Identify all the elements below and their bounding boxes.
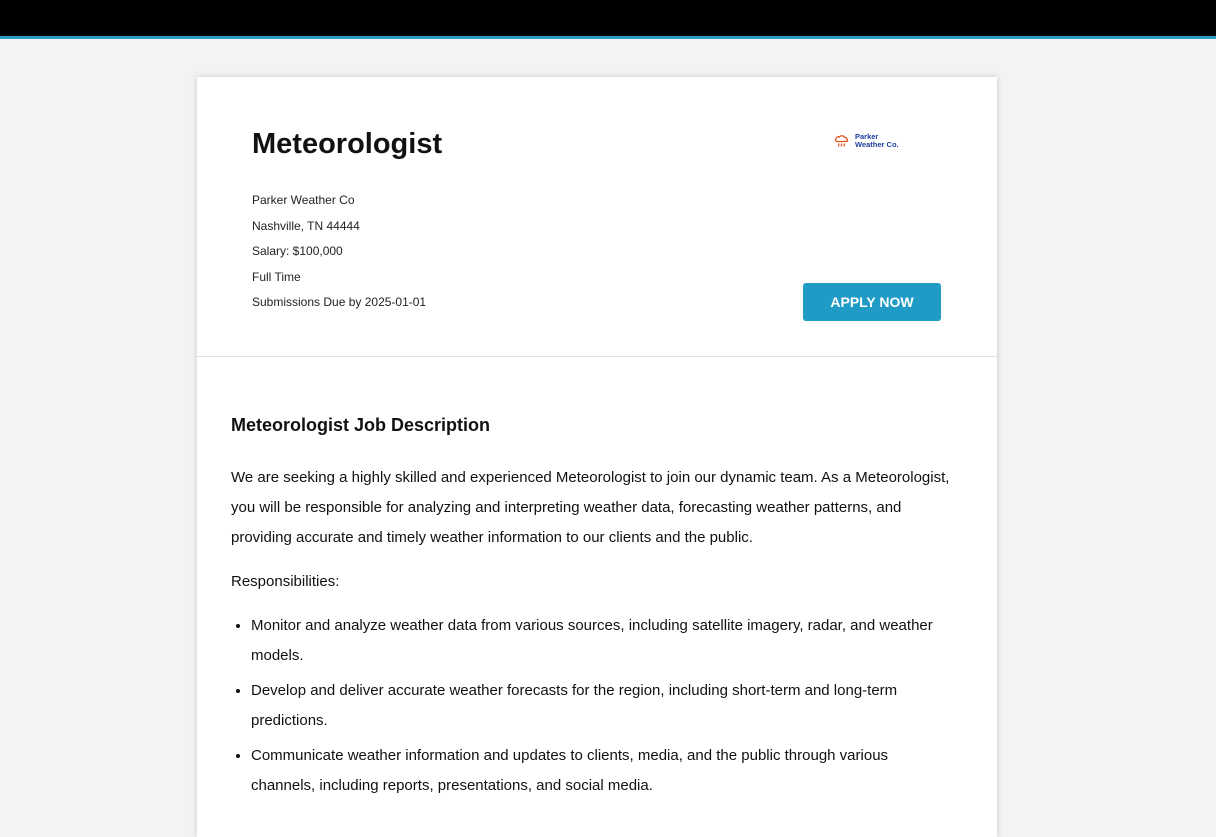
company-logo xyxy=(834,131,914,151)
company-name: Parker Weather Co xyxy=(252,193,355,207)
submission-deadline: Submissions Due by 2025-01-01 xyxy=(252,295,427,309)
job-title: Meteorologist xyxy=(252,128,443,160)
job-header xyxy=(197,77,997,357)
list-item: • Communicate weather information and updates to clients, media, and the public through various channels, including reports, presentations, and social media. xyxy=(251,741,941,801)
job-posting-card xyxy=(197,77,997,837)
employment-type: Full Time xyxy=(252,269,301,284)
list-item: • Monitor and analyze weather data from various sources, including satellite imagery, radar, and weather models. xyxy=(251,611,941,671)
description-heading: Meteorologist Job Description xyxy=(231,415,491,435)
job-salary: Salary: $100,000 xyxy=(252,244,343,258)
responsibilities-label: Responsibilities: xyxy=(231,573,340,590)
logo-line-1: Parker xyxy=(855,132,879,141)
logo-text xyxy=(855,133,899,149)
logo-line-2: Weather Co. xyxy=(855,140,899,149)
top-nav-bar xyxy=(0,0,1216,39)
list-item: • Develop and deliver accurate weather forecasts for the region, including short-term and long-term predictions. xyxy=(251,676,941,736)
job-location: Nashville, TN 44444 xyxy=(252,218,360,233)
apply-now-button[interactable]: APPLY NOW xyxy=(803,283,941,321)
responsibilities-list xyxy=(231,611,941,806)
job-meta xyxy=(252,190,426,318)
cloud-rain-icon xyxy=(834,133,850,149)
description-intro: We are seeking a highly skilled and experienced Meteorologist to join our dynamic team. As a Meteorologist, you will be responsible for analyzing and interpreting weather data, forecasting weather patterns, and providing accurate and timely weather information to our clients and the public. xyxy=(231,469,950,546)
